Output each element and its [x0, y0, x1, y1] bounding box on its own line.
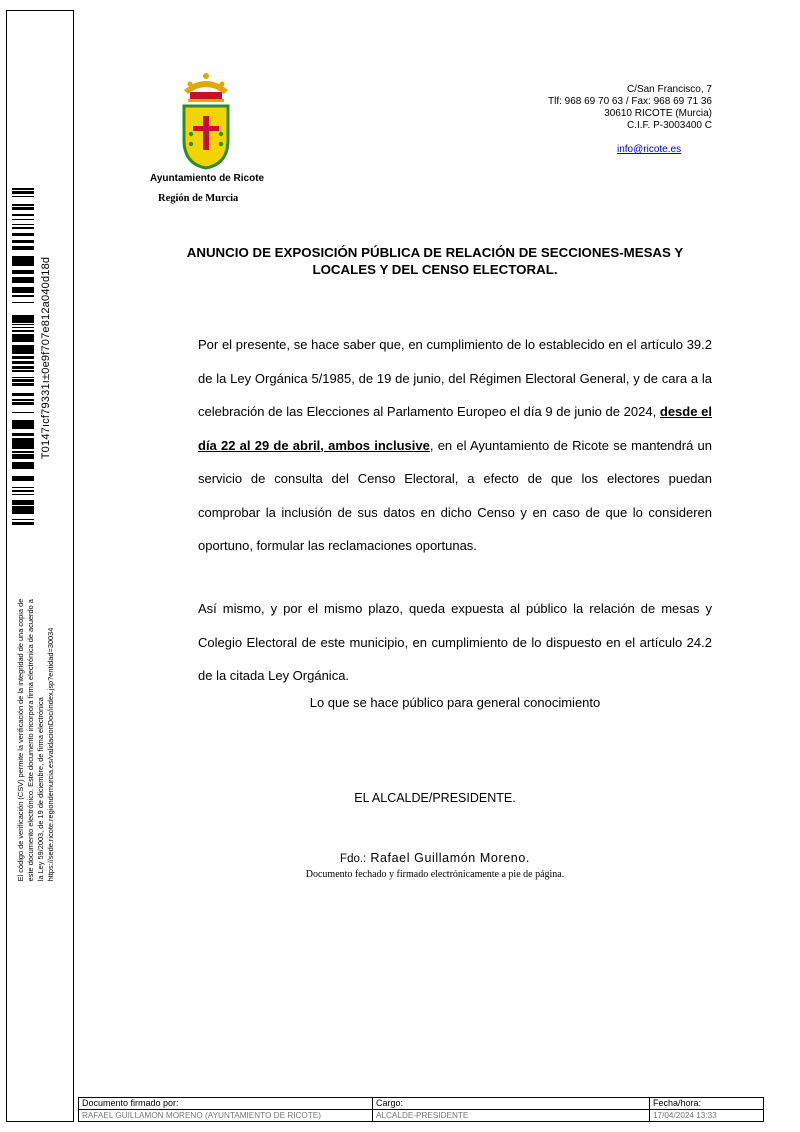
paragraph-1-start: Por el presente, se hace saber que, en cumplimiento de lo establecido en el artículo 39.2 de la Ley Orgánica 5/1985, de 19 de junio, del Régimen Electoral General, y de cara a la celebración de las Elecciones al Parlamento Europeo el día 9 de junio de 2024, [198, 337, 712, 419]
verification-line-4[interactable]: https://sede.ricote.regiondemurcia.es/validacionDoc/index.jsp?entidad=30034 [46, 627, 55, 882]
email-link[interactable]: info@ricote.es [617, 144, 682, 155]
verification-line-1: El código de verificación (CSV) permite la verificación de la integridad de una copia de [16, 598, 25, 882]
datetime-label: Fecha/hora: [650, 1098, 764, 1110]
paragraph-2: Así mismo, y por el mismo plazo, queda expuesta al público la relación de mesas y Colegio Electoral de este municipio, en cumplimiento de lo dispuesto en el artículo 24.2 de la citada Ley Orgánica. [198, 601, 712, 683]
datetime-value: 17/04/2024 13:33 [650, 1110, 764, 1122]
verification-text [6, 560, 66, 920]
signed-label: Fdo.: [340, 853, 367, 865]
address-line-city: 30610 RICOTE (Murcia) [604, 108, 712, 119]
dated-note: Documento fechado y firmado electrónicamente a pie de página. [305, 869, 565, 880]
coat-of-arms-icon [178, 72, 234, 172]
paragraph-1-end: , en el Ayuntamiento de Ricote se mantendrá un servicio de consulta del Censo Electoral, a efecto de que los electores puedan comprobar la inclusión de sus datos en dicho Censo y en caso de que lo consideren oportuno, formular las reclamaciones oportunas. [198, 437, 712, 553]
signed-by-value: RAFAEL GUILLAMON MORENO (AYUNTAMIENTO DE RICOTE) [79, 1110, 373, 1122]
signature-table [78, 1097, 764, 1122]
verification-line-3: la Ley 59/2003, de 19 de diciembre, de firma electrónica [36, 697, 45, 882]
signature-table-labels [79, 1098, 764, 1110]
signature-line [160, 851, 710, 865]
address-line-street: C/San Francisco, 7 [626, 84, 712, 95]
csv-code-text: T0147ıcf79331ı±0e9f707e812a040d18d [40, 256, 52, 460]
verification-line-2: este documento electrónico. Este documento incorpora firma electrónica de acuerdo a [26, 599, 35, 882]
title-line-2: LOCALES Y DEL CENSO ELECTORAL. [312, 262, 558, 277]
signature-table-values [79, 1110, 764, 1122]
public-notice: Lo que se hace público para general conocimiento [309, 695, 601, 710]
paragraph-1 [198, 328, 712, 563]
signed-name: Rafael Guillamón Moreno. [370, 851, 530, 865]
title-line-1: ANUNCIO DE EXPOSICIÓN PÚBLICA DE RELACIÓN DE SECCIONES-MESAS Y [186, 245, 684, 260]
signatory-title: EL ALCALDE/PRESIDENTE. [354, 791, 516, 805]
signed-by-label: Documento firmado por: [79, 1098, 373, 1110]
municipality-name: Ayuntamiento de Ricote [150, 173, 265, 184]
position-label: Cargo: [373, 1098, 650, 1110]
paragraph-1-dates: desde el día 22 al 29 de abril, ambos inclusive [198, 404, 712, 453]
address-block [548, 84, 712, 132]
region-name: Región de Murcia [158, 193, 239, 204]
address-line-cif: C.I.F. P-3003400 C [626, 120, 712, 131]
address-line-phone: Tlf: 968 69 70 63 / Fax: 968 69 71 36 [547, 96, 712, 107]
csv-code [36, 188, 56, 528]
position-value: ALCALDE-PRESIDENTE [373, 1110, 650, 1122]
document-title [160, 244, 710, 278]
